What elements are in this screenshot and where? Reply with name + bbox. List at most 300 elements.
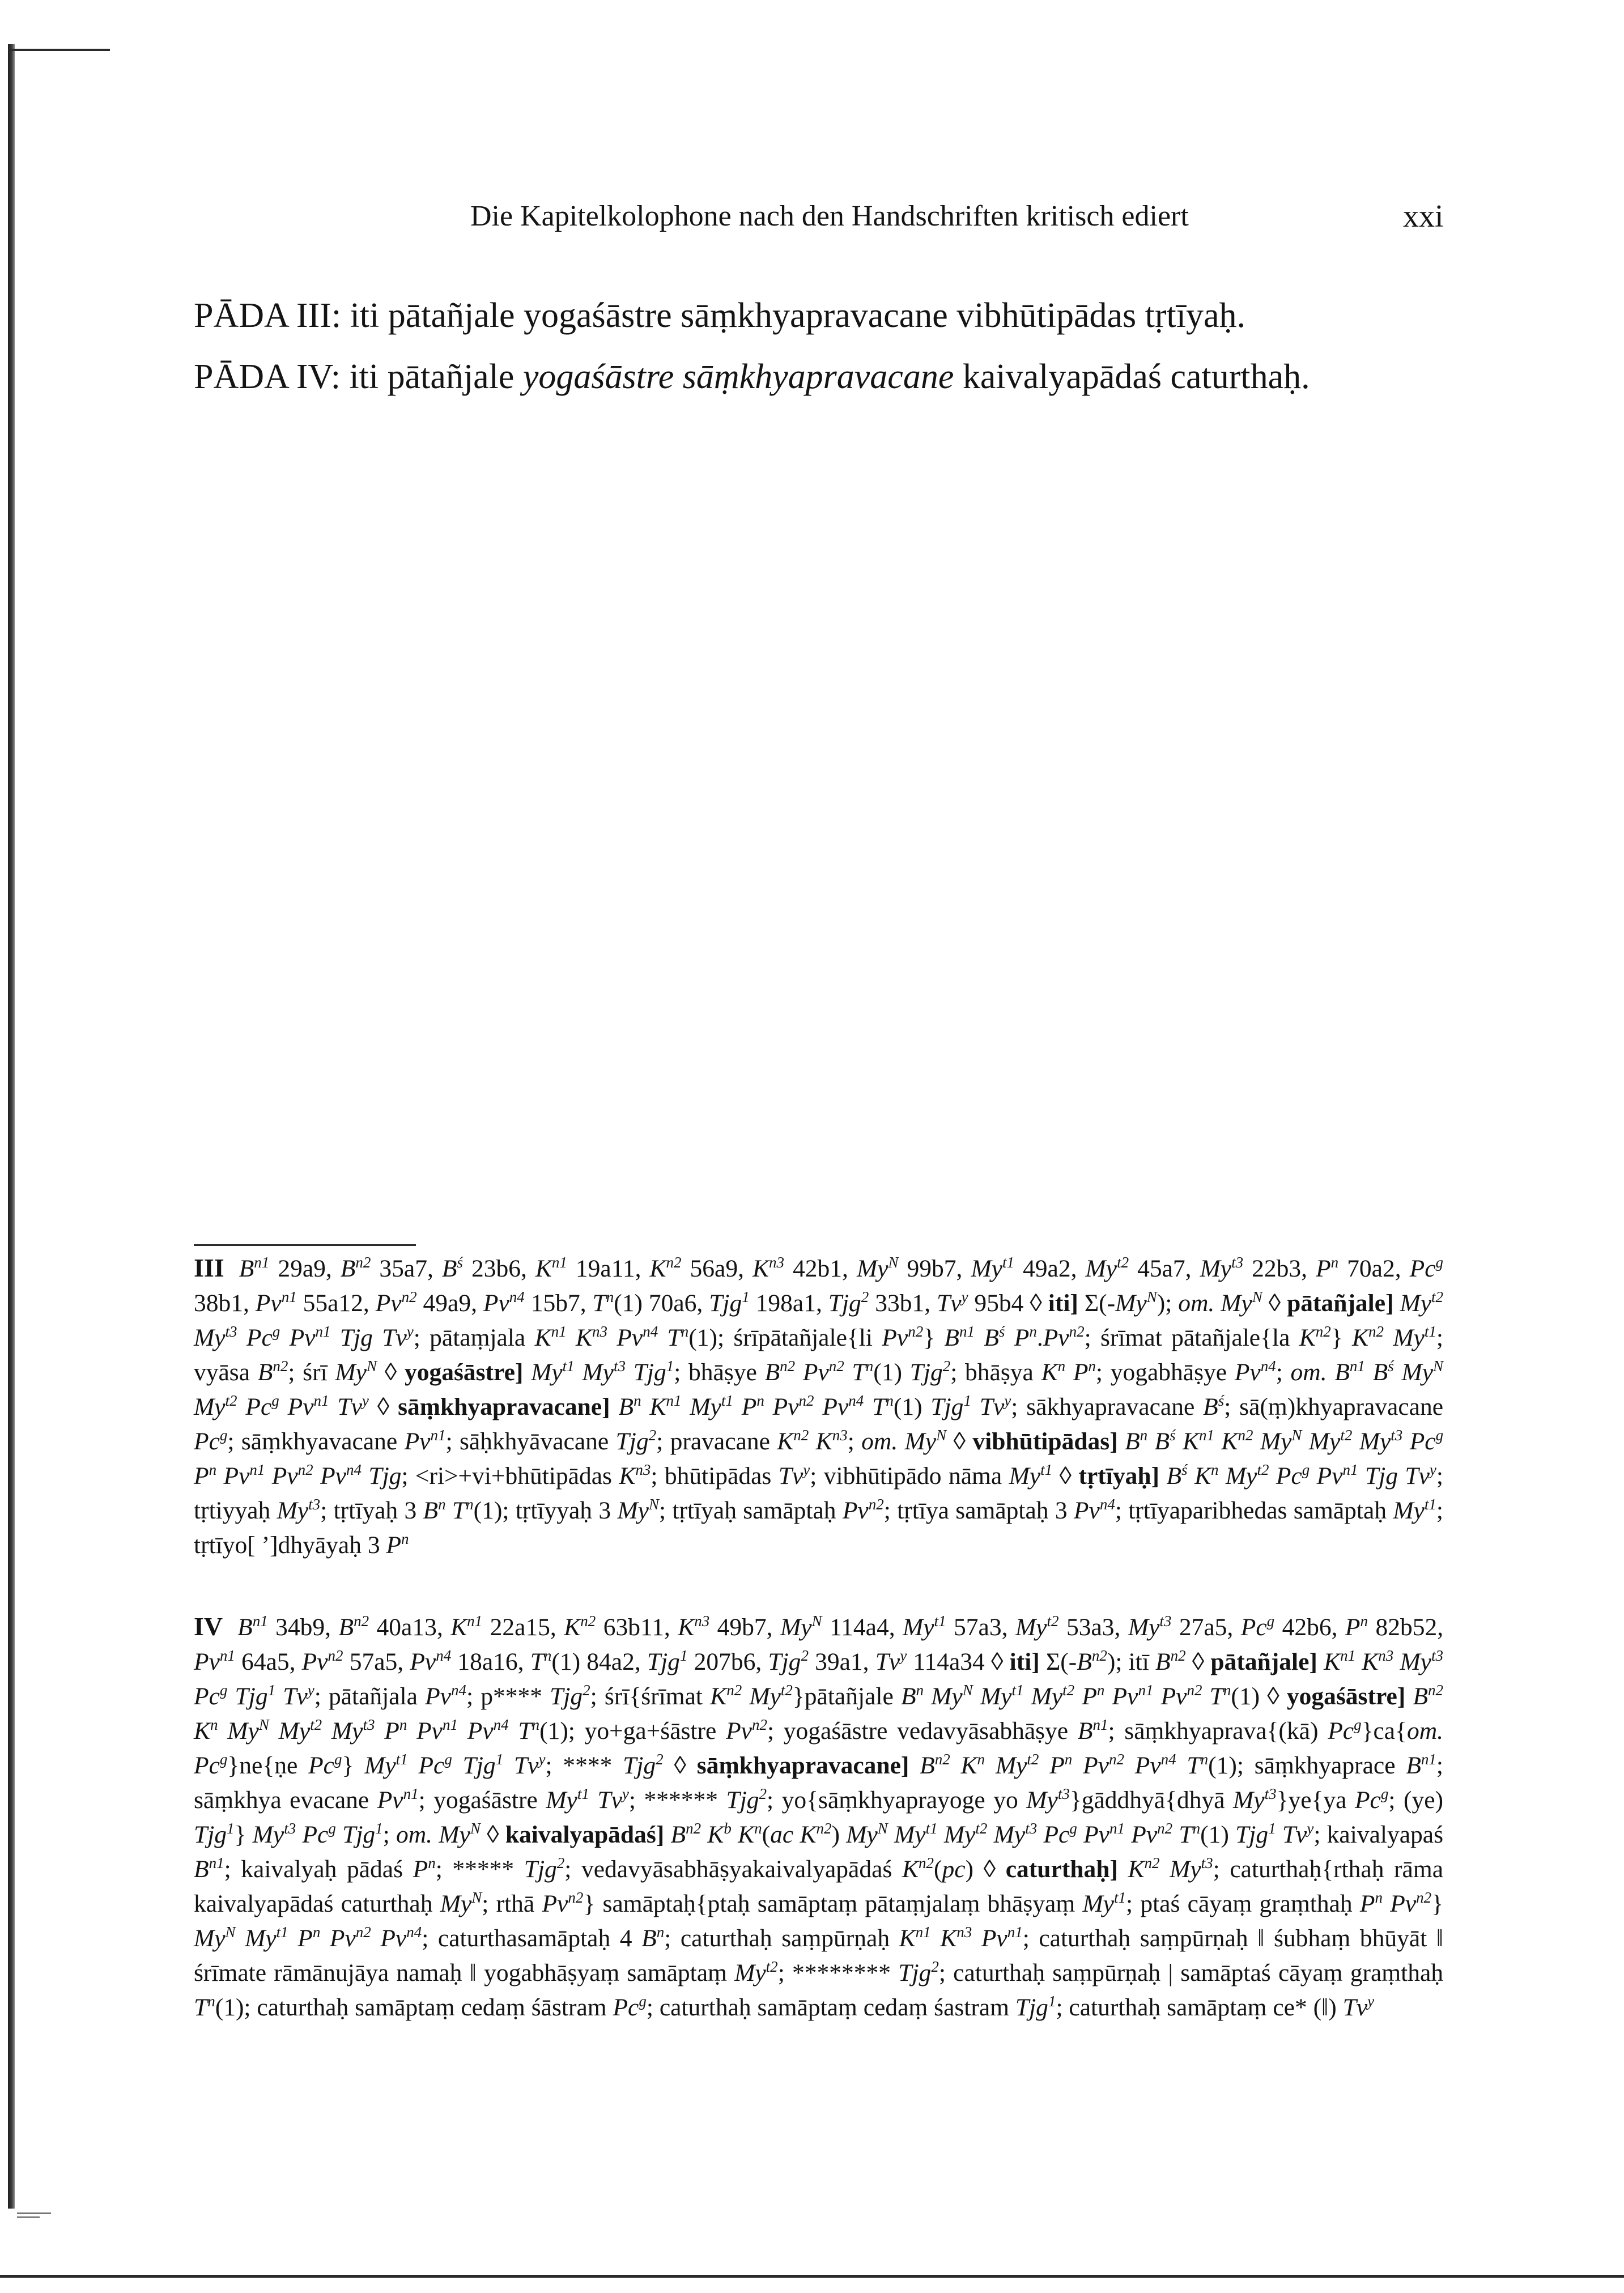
siglum: B	[1203, 1393, 1218, 1420]
apparatus-text: (1) ◊	[1231, 1683, 1287, 1710]
siglum-superscript: g	[272, 1323, 280, 1340]
apparatus-text: ◊	[946, 1428, 973, 1455]
siglum-superscript: t1	[1113, 1889, 1126, 1906]
siglum: om. My	[1178, 1290, 1252, 1317]
siglum-superscript: 1	[679, 1647, 688, 1664]
siglum: P	[1065, 1359, 1089, 1386]
siglum-superscript: 2	[801, 1647, 809, 1664]
apparatus-text: 22a15,	[482, 1614, 564, 1641]
siglum: My	[1393, 1648, 1431, 1675]
apparatus-text: ; ptaś cāyaṃ graṃthaḥ	[1126, 1890, 1360, 1917]
siglum: T	[1172, 1821, 1193, 1848]
siglum: Pv	[1383, 1890, 1417, 1917]
siglum-superscript: n	[399, 1716, 407, 1733]
siglum: T	[508, 1717, 532, 1745]
siglum-superscript: n1	[551, 1323, 567, 1340]
siglum-superscript: n4	[451, 1682, 466, 1699]
siglum: My	[1026, 1786, 1058, 1814]
siglum-superscript: ś	[1388, 1358, 1394, 1375]
siglum: Pv	[764, 1393, 799, 1420]
siglum: P	[1005, 1324, 1030, 1351]
siglum: My	[194, 1393, 226, 1420]
siglum-superscript: t2	[1027, 1751, 1039, 1768]
siglum-superscript: n	[438, 1496, 446, 1513]
siglum-superscript: t3	[1391, 1427, 1403, 1444]
siglum: Pc	[194, 1683, 220, 1710]
siglum-superscript: n	[1064, 1751, 1073, 1768]
apparatus-text: (1) 70a6,	[614, 1290, 709, 1317]
apparatus-text: ; rthā	[482, 1890, 542, 1917]
siglum: My	[937, 1821, 976, 1848]
apparatus-text: 70a2,	[1338, 1255, 1410, 1282]
siglum-superscript: N	[225, 1924, 236, 1941]
apparatus-text: ;	[847, 1428, 862, 1455]
siglum: Pc	[1240, 1614, 1267, 1641]
siglum-superscript: n4	[1260, 1358, 1276, 1375]
siglum: om. B	[1290, 1359, 1350, 1386]
siglum: My	[1400, 1290, 1432, 1317]
siglum: My	[1302, 1428, 1341, 1455]
apparatus-text	[523, 1359, 531, 1386]
siglum: K	[902, 1856, 919, 1883]
apparatus-text: ; *****	[435, 1856, 524, 1883]
siglum: K	[535, 1255, 552, 1282]
apparatus-text: ; tṛtīyaḥ samāptaḥ	[659, 1497, 843, 1524]
siglum: My	[742, 1683, 781, 1710]
apparatus-text: ◊	[1185, 1648, 1211, 1675]
colophon-pada-iii	[194, 295, 1474, 337]
siglum-superscript: n	[1029, 1323, 1037, 1340]
siglum-superscript: y	[1367, 1993, 1375, 2010]
siglum-superscript: n	[1192, 1820, 1201, 1837]
siglum-superscript: t1	[1002, 1254, 1015, 1271]
siglum-superscript: n	[977, 1751, 985, 1768]
apparatus-text: ; tṛtīyo[ ’]dhyāyaḥ 3	[194, 1497, 1449, 1559]
siglum: T	[592, 1290, 606, 1317]
siglum-superscript: t3	[308, 1496, 321, 1513]
siglum: T	[194, 1994, 208, 2021]
apparatus-text	[1317, 1648, 1324, 1675]
siglum-superscript: n2	[780, 1358, 796, 1375]
apparatus-text: ; tṛtīya samāptaḥ 3	[883, 1497, 1074, 1524]
apparatus-text: ; pravacane	[656, 1428, 777, 1455]
siglum: Pv	[255, 1290, 282, 1317]
siglum: B	[1147, 1428, 1170, 1455]
siglum: My	[1233, 1786, 1265, 1814]
apparatus-text: ; ****	[545, 1752, 623, 1779]
siglum-superscript: n2	[1428, 1682, 1444, 1699]
siglum: Pc	[1402, 1428, 1436, 1455]
siglum-superscript: N	[1146, 1288, 1157, 1305]
siglum-superscript: t3	[1057, 1785, 1070, 1802]
siglum-superscript: n2	[297, 1461, 313, 1478]
siglum-superscript: n3	[1378, 1647, 1394, 1664]
siglum-superscript: n2	[918, 1854, 934, 1871]
running-head: Die Kapitelkolophone nach den Handschriften kritisch ediert	[470, 200, 1189, 232]
siglum-superscript: g	[1302, 1461, 1310, 1478]
siglum: My	[1393, 1497, 1425, 1524]
siglum: Pv	[280, 1324, 316, 1351]
siglum-superscript: n1	[915, 1924, 931, 1941]
apparatus-text: ;	[382, 1821, 396, 1848]
siglum-superscript: n	[656, 1924, 665, 1941]
siglum-superscript: t2	[1117, 1254, 1129, 1271]
siglum-superscript: n	[428, 1854, 436, 1871]
siglum-superscript: t3	[1231, 1254, 1244, 1271]
siglum: Pv	[457, 1717, 494, 1745]
siglum-superscript: n	[1330, 1254, 1339, 1271]
colophon-text-italic: yogaśāstre sāṃkhyapravacane	[522, 358, 954, 396]
siglum-superscript: y	[406, 1323, 414, 1340]
apparatus-text: 114a4,	[822, 1614, 903, 1641]
siglum: P	[733, 1393, 757, 1420]
siglum: My	[987, 1821, 1026, 1848]
siglum-superscript: n2	[273, 1358, 288, 1375]
apparatus-text: ; caturthaḥ saṃpūrṇaḥ ‖ śubhaṃ bhūyāt ‖ śrīmate rāmānujāya namaḥ ‖ yogabhāṣyaṃ samāptaṃ	[194, 1925, 1449, 1986]
apparatus-text: ; yogabhāṣye	[1095, 1359, 1235, 1386]
siglum: Pv	[972, 1925, 1007, 1952]
siglum-superscript: N	[648, 1496, 659, 1513]
siglum-superscript: n1	[219, 1647, 235, 1664]
siglum-superscript: n4	[406, 1924, 422, 1941]
siglum: B	[670, 1821, 686, 1848]
apparatus-text: ; caturthaḥ samāptaṃ ce* (‖)	[1056, 1994, 1343, 2021]
apparatus-text: }	[1330, 1324, 1352, 1351]
siglum-superscript: t1	[276, 1924, 288, 1941]
apparatus-text: ) ◊	[965, 1856, 1006, 1883]
apparatus-text: ; vibhūtipādo nāma	[810, 1462, 1009, 1490]
siglum: K	[1214, 1428, 1238, 1455]
apparatus-text	[971, 1393, 980, 1420]
siglum-superscript: n2	[1108, 1751, 1124, 1768]
siglum: My	[218, 1717, 259, 1745]
siglum-superscript: t3	[1201, 1854, 1213, 1871]
siglum: Tjg	[625, 1359, 666, 1386]
scan-mark	[17, 2213, 51, 2214]
apparatus-text: 18a16,	[451, 1648, 530, 1675]
siglum: Pv	[425, 1683, 451, 1710]
siglum: K	[1324, 1648, 1341, 1675]
siglum: My	[322, 1717, 363, 1745]
siglum: Tv	[503, 1752, 539, 1779]
siglum: B	[900, 1683, 916, 1710]
siglum-superscript: n	[756, 1392, 764, 1409]
apparatus-body	[194, 1614, 1449, 2021]
apparatus-text: }ca{	[1361, 1717, 1407, 1745]
siglum-superscript: t2	[1340, 1427, 1353, 1444]
siglum: T	[864, 1393, 886, 1420]
siglum-superscript: n2	[1170, 1647, 1186, 1664]
siglum-superscript: n4	[436, 1647, 452, 1664]
siglum: Pv	[483, 1290, 509, 1317]
siglum-superscript: n4	[643, 1323, 658, 1340]
siglum: P	[375, 1717, 399, 1745]
lemma: sāṃkhyapravacane]	[696, 1752, 909, 1779]
siglum-superscript: n3	[832, 1427, 848, 1444]
siglum: Pv	[279, 1393, 314, 1420]
siglum: T	[1176, 1752, 1201, 1779]
siglum-superscript: n	[401, 1530, 409, 1547]
apparatus-number: IV	[194, 1612, 223, 1641]
siglum-superscript: n1	[467, 1613, 483, 1630]
apparatus-text: ; caturthaḥ samāptaṃ cedaṃ śastram	[646, 1994, 1015, 2021]
siglum-superscript: n	[916, 1682, 924, 1699]
siglum: B	[1406, 1752, 1421, 1779]
siglum: Pc	[237, 1324, 273, 1351]
apparatus-text: ;	[1276, 1359, 1291, 1386]
siglum-superscript: g	[271, 1392, 279, 1409]
siglum: T	[530, 1648, 544, 1675]
siglum-superscript: n2	[908, 1323, 924, 1340]
siglum-superscript: n2	[1238, 1427, 1253, 1444]
siglum-superscript: t1	[721, 1392, 733, 1409]
apparatus-text: 99b7,	[898, 1255, 971, 1282]
siglum-superscript: y	[900, 1647, 907, 1664]
siglum-superscript: g	[334, 1751, 342, 1768]
siglum: Pc	[308, 1752, 334, 1779]
colophon-label: PĀDA III:	[194, 296, 342, 335]
siglum: My	[681, 1393, 721, 1420]
siglum-superscript: n4	[1099, 1496, 1115, 1513]
apparatus-text: ; sākhyapravacane	[1011, 1393, 1204, 1420]
siglum-superscript: t2	[1257, 1461, 1269, 1478]
siglum: Tv	[1276, 1821, 1307, 1848]
siglum: My	[194, 1925, 226, 1952]
siglum: Tjg Tv	[330, 1324, 407, 1351]
siglum: Tjg	[452, 1752, 496, 1779]
scan-bottom-edge	[0, 2275, 1624, 2278]
siglum: Pv	[404, 1428, 431, 1455]
siglum-superscript: ś	[1170, 1427, 1176, 1444]
siglum-superscript: g	[1266, 1613, 1275, 1630]
siglum-superscript: N	[1252, 1288, 1262, 1305]
siglum: K	[649, 1255, 666, 1282]
siglum-superscript: t2	[975, 1820, 988, 1837]
siglum: P	[1345, 1614, 1361, 1641]
siglum-superscript: g	[219, 1751, 228, 1768]
siglum: Tjg	[227, 1683, 268, 1710]
apparatus-text: 82b52,	[1368, 1614, 1449, 1641]
siglum-superscript: n1	[254, 1254, 270, 1271]
siglum: My	[985, 1752, 1027, 1779]
siglum-superscript: n	[207, 1993, 215, 2010]
siglum-superscript: t2	[1431, 1288, 1444, 1305]
siglum-superscript: n	[1057, 1358, 1066, 1375]
apparatus-text: ; śrī	[288, 1359, 335, 1386]
apparatus-text: }	[342, 1752, 365, 1779]
siglum: K	[899, 1925, 916, 1952]
siglum-superscript: y	[307, 1682, 314, 1699]
siglum-superscript: t2	[1062, 1682, 1075, 1699]
apparatus-text: 49a2,	[1014, 1255, 1086, 1282]
siglum: Tv	[979, 1393, 1005, 1420]
siglum: P	[413, 1856, 428, 1883]
siglum: My	[1115, 1290, 1147, 1317]
siglum: Pv	[265, 1462, 298, 1490]
apparatus-text: ; tṛtiyyaḥ	[194, 1462, 1449, 1524]
siglum-superscript: n2	[1187, 1682, 1202, 1699]
siglum: B	[239, 1255, 254, 1282]
siglum: B	[764, 1359, 780, 1386]
siglum: P	[288, 1925, 313, 1952]
siglum-superscript: N	[811, 1613, 822, 1630]
siglum-superscript: n	[210, 1716, 218, 1733]
siglum-superscript: n1	[959, 1323, 975, 1340]
siglum: K	[809, 1428, 832, 1455]
siglum-superscript: ś	[1181, 1461, 1188, 1478]
apparatus-text: (1); yo+ga+śāstre	[539, 1717, 726, 1745]
siglum-superscript: N	[1291, 1427, 1302, 1444]
colophon-text: kaivalyapādaś caturthaḥ.	[954, 358, 1310, 396]
siglum-superscript: n	[754, 1820, 762, 1837]
siglum: K	[731, 1821, 755, 1848]
siglum: Tjg	[335, 1821, 376, 1848]
siglum: Pv	[313, 1462, 346, 1490]
siglum-superscript: t3	[1025, 1820, 1038, 1837]
lemma: vibhūtipādas]	[972, 1428, 1118, 1455]
siglum-superscript: g	[1380, 1785, 1389, 1802]
apparatus-text: (	[933, 1856, 942, 1883]
siglum-superscript: n2	[355, 1254, 371, 1271]
apparatus-text	[1405, 1683, 1413, 1710]
siglum-superscript: n2	[1315, 1323, 1331, 1340]
siglum-superscript: n2	[1416, 1889, 1432, 1906]
siglum-superscript: n4	[346, 1461, 362, 1478]
siglum: Pv	[301, 1648, 328, 1675]
siglum: Pc	[296, 1821, 329, 1848]
siglum-superscript: n3	[694, 1613, 710, 1630]
siglum-superscript: t1	[1424, 1323, 1436, 1340]
siglum: Tjg Tv	[1358, 1462, 1430, 1490]
apparatus-text: (1)	[893, 1393, 931, 1420]
siglum-superscript: n	[1223, 1682, 1231, 1699]
siglum: Tjg	[647, 1648, 680, 1675]
siglum: om. My	[396, 1821, 470, 1848]
siglum: My	[1159, 1856, 1201, 1883]
apparatus-text: 53a3,	[1058, 1614, 1128, 1641]
siglum-superscript: n	[466, 1496, 474, 1513]
siglum: B	[423, 1497, 439, 1524]
apparatus-text: ; (ye)	[1388, 1786, 1449, 1814]
siglum-superscript: n	[865, 1358, 874, 1375]
siglum: Tjg	[1235, 1821, 1269, 1848]
siglum: om. My	[861, 1428, 937, 1455]
apparatus-text: 39a1,	[808, 1648, 875, 1675]
siglum-superscript: t2	[310, 1716, 322, 1733]
siglum-superscript: y	[1307, 1820, 1314, 1837]
colophon-text: iti pātañjale yogaśāstre sāṃkhyapravacane vibhūtipādas tṛtīyaḥ.	[341, 296, 1245, 335]
siglum-superscript: n	[312, 1924, 321, 1941]
apparatus-text: 34b9,	[267, 1614, 339, 1641]
apparatus-text: Σ(-	[1039, 1648, 1077, 1675]
apparatus-text: 55a12,	[296, 1290, 376, 1317]
apparatus-text: ; tṛtīyaparibhedas samāptaḥ	[1115, 1497, 1393, 1524]
siglum: My	[924, 1683, 963, 1710]
scan-binding-edge	[8, 44, 15, 2209]
siglum: Pv	[371, 1925, 407, 1952]
siglum: Pv	[1077, 1821, 1109, 1848]
siglum-superscript: t3	[1159, 1613, 1172, 1630]
siglum: Pv	[1072, 1752, 1109, 1779]
siglum-superscript: g	[328, 1820, 336, 1837]
apparatus-text	[664, 1821, 670, 1848]
siglum-superscript: n	[1088, 1358, 1096, 1375]
apparatus-text: ; caturthasamāptaḥ 4	[422, 1925, 642, 1952]
apparatus-text	[1118, 1428, 1125, 1455]
siglum-superscript: n1	[666, 1392, 682, 1409]
siglum: Tjg	[828, 1290, 861, 1317]
apparatus-text	[909, 1752, 920, 1779]
siglum-superscript: 1	[227, 1820, 235, 1837]
apparatus-text: }pātañjale	[792, 1683, 901, 1710]
siglum: K	[1128, 1856, 1145, 1883]
apparatus-text: ◊	[376, 1359, 405, 1386]
siglum: B	[944, 1324, 959, 1351]
siglum-superscript: 1	[375, 1820, 383, 1837]
siglum-superscript: n	[1360, 1613, 1368, 1630]
siglum-superscript: n1	[1421, 1751, 1436, 1768]
siglum: Tv	[1342, 1994, 1368, 2021]
siglum: My	[546, 1786, 577, 1814]
apparatus-text: }	[1431, 1890, 1449, 1917]
siglum: K	[1187, 1462, 1211, 1490]
siglum-superscript: y	[961, 1288, 968, 1305]
siglum-superscript: N	[258, 1716, 269, 1733]
siglum: Pv	[814, 1393, 849, 1420]
apparatus-text: (1); caturthaḥ samāptaṃ cedaṃ śāstram	[215, 1994, 613, 2021]
siglum-superscript: N	[366, 1358, 377, 1375]
siglum-superscript: t3	[1264, 1785, 1277, 1802]
siglum: Pc	[194, 1428, 220, 1455]
siglum-superscript: t2	[225, 1392, 237, 1409]
apparatus-text: ; yogaśāstre vedavyāsabhāṣye	[767, 1717, 1078, 1745]
siglum-superscript: n1	[1349, 1358, 1365, 1375]
siglum-superscript: 1	[1268, 1820, 1276, 1837]
apparatus-text: );	[1157, 1290, 1179, 1317]
siglum: om. Pc	[194, 1717, 1444, 1779]
siglum: Pv	[407, 1717, 443, 1745]
siglum: Tjg	[1015, 1994, 1048, 2021]
lemma: iti]	[1009, 1648, 1040, 1675]
siglum-superscript: n2	[1069, 1323, 1085, 1340]
siglum-superscript: n1	[1092, 1716, 1108, 1733]
siglum-superscript: g	[639, 1993, 647, 2010]
siglum: My	[531, 1359, 563, 1386]
siglum: Tv	[875, 1648, 900, 1675]
apparatus-body	[194, 1255, 1449, 1559]
siglum: Pv	[410, 1648, 436, 1675]
apparatus-text: ; caturthaḥ{rthaḥ rāma kaivalyapādaś caturthaḥ	[194, 1856, 1449, 1917]
apparatus-text: 198a1,	[749, 1290, 828, 1317]
siglum-superscript: n2	[793, 1427, 809, 1444]
siglum-superscript: n	[1096, 1682, 1105, 1699]
apparatus-text: ); itī	[1107, 1648, 1155, 1675]
siglum-superscript: t3	[225, 1323, 237, 1340]
siglum: My	[364, 1752, 396, 1779]
apparatus-text: ; sā(ṃ)khyapravacane	[1224, 1393, 1449, 1420]
siglum: Pc	[407, 1752, 445, 1779]
siglum-superscript: 1	[963, 1392, 971, 1409]
siglum: Pv	[1234, 1359, 1261, 1386]
lemma: yogaśāstre]	[1286, 1683, 1406, 1710]
siglum-superscript: n	[886, 1392, 894, 1409]
lemma: iti]	[1048, 1290, 1078, 1317]
siglum: Tjg	[194, 1821, 227, 1848]
siglum-superscript: n1	[1109, 1820, 1125, 1837]
siglum-superscript: t2	[1047, 1613, 1059, 1630]
siglum: Pv	[1124, 1752, 1161, 1779]
siglum: Tjg	[930, 1393, 964, 1420]
